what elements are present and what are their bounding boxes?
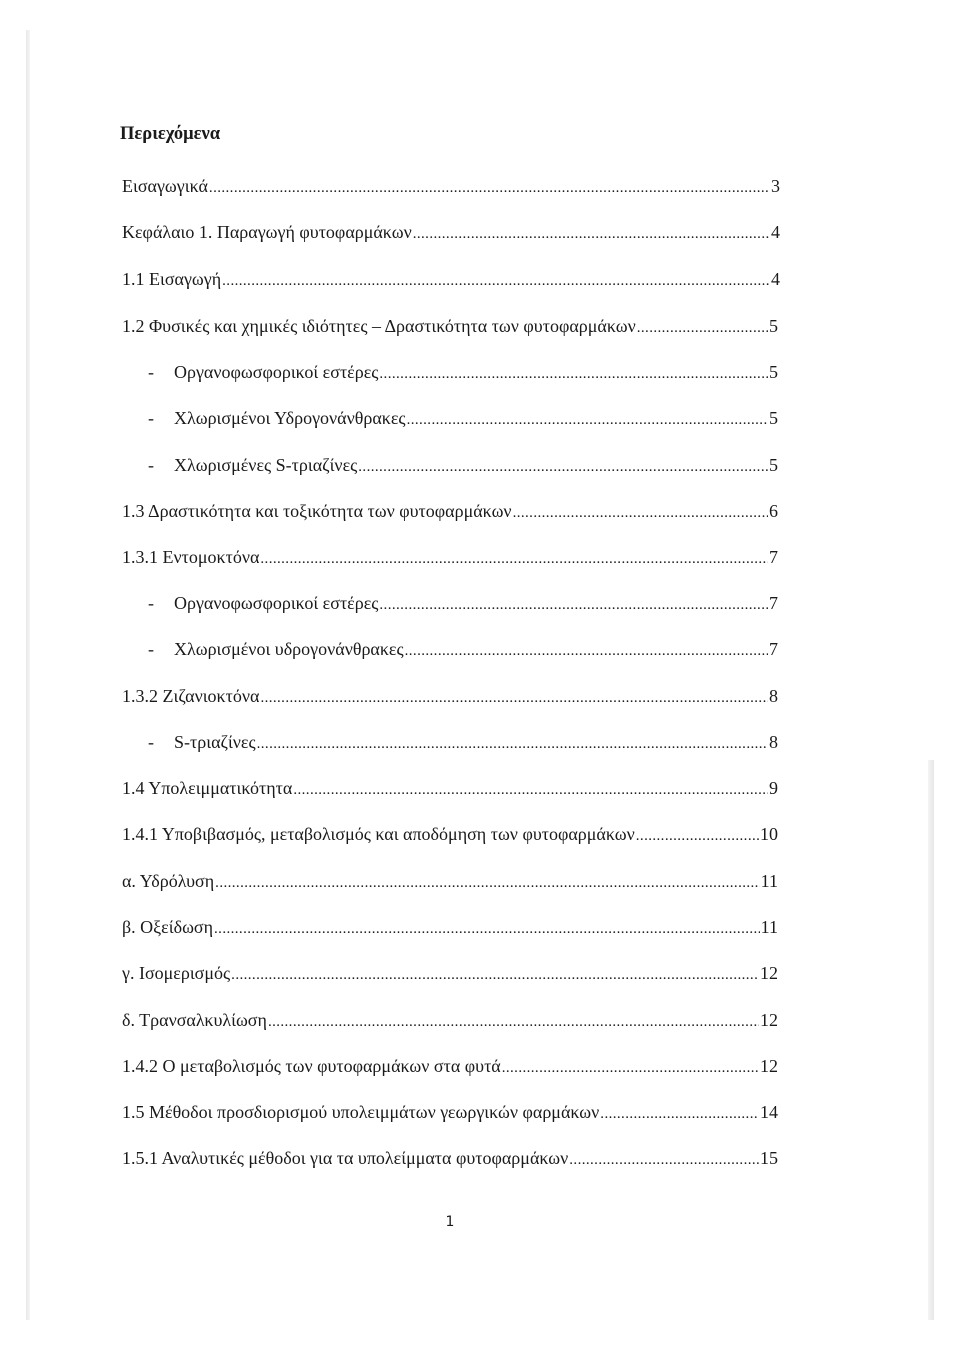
toc-leader-dots xyxy=(268,1011,759,1033)
toc-entry-title: β. Οξείδωση xyxy=(122,917,214,937)
toc-entry-page: 10 xyxy=(760,824,778,844)
toc-leader-dots xyxy=(513,502,768,524)
toc-entry-title: Κεφάλαιο 1. Παραγωγή φυτοφαρμάκων xyxy=(122,222,412,242)
toc-bullet: - xyxy=(148,455,154,475)
toc-entry-page: 8 xyxy=(769,732,778,752)
toc-entry-title: 1.4.1 Υποβιβασμός, μεταβολισμός και αποδόμηση των φυτοφαρμάκων xyxy=(122,824,635,844)
toc-entry xyxy=(148,592,778,616)
toc-entry xyxy=(122,916,778,940)
toc-entry-title: Οργανοφωσφορικοί εστέρες xyxy=(174,362,379,382)
toc-entry xyxy=(122,870,778,894)
toc-entry xyxy=(122,268,780,292)
toc-leader-dots xyxy=(231,964,759,986)
scan-edge-right xyxy=(928,760,934,1320)
toc-entry-title: 1.1 Εισαγωγή xyxy=(122,269,222,289)
toc-entry-title: S-τριαζίνες xyxy=(174,732,256,752)
toc-entry-page: 11 xyxy=(760,917,778,937)
toc-leader-dots xyxy=(502,1057,759,1079)
toc-entry xyxy=(148,731,778,755)
toc-leader-dots xyxy=(209,177,770,199)
toc-leader-dots xyxy=(257,733,768,755)
toc-leader-dots xyxy=(600,1103,759,1125)
toc-entry-page: 5 xyxy=(769,455,778,475)
toc-entry xyxy=(148,361,778,385)
scan-edge-left xyxy=(26,30,30,1320)
toc-leader-dots xyxy=(222,270,770,292)
toc-entry-title: α. Υδρόλυση xyxy=(122,871,215,891)
toc-entry-title: Χλωρισμένες S-τριαζίνες xyxy=(174,455,358,475)
toc-entry xyxy=(122,1055,778,1079)
toc-entry-title: Χλωρισμένοι Υδρογονάνθρακες xyxy=(174,408,406,428)
toc-entry-page: 5 xyxy=(769,362,778,382)
toc-entry-title: Εισαγωγικά xyxy=(122,176,208,196)
toc-leader-dots xyxy=(379,363,768,385)
toc-entry-title: 1.4 Υπολειμματικότητα xyxy=(122,778,293,798)
toc-entry-page: 12 xyxy=(760,1056,778,1076)
toc-entry xyxy=(122,175,780,199)
toc-entry-page: 9 xyxy=(769,778,778,798)
toc-entry-title: 1.2 Φυσικές και χημικές ιδιότητες – Δραστικότητα των φυτοφαρμάκων xyxy=(122,316,636,336)
toc-entry xyxy=(122,546,778,570)
toc-entry-title: 1.5.1 Αναλυτικές μέθοδοι για τα υπολείμματα φυτοφαρμάκων xyxy=(122,1148,569,1168)
toc-entry-page: 14 xyxy=(760,1102,778,1122)
toc-leader-dots xyxy=(413,223,770,245)
toc-bullet: - xyxy=(148,732,154,752)
toc-leader-dots xyxy=(260,687,768,709)
toc-entry-page: 5 xyxy=(769,408,778,428)
toc-entry xyxy=(122,777,778,801)
toc-entry-page: 8 xyxy=(769,686,778,706)
toc-entry-page: 11 xyxy=(760,871,778,891)
toc-leader-dots xyxy=(260,548,768,570)
toc-entry-title: Οργανοφωσφορικοί εστέρες xyxy=(174,593,379,613)
toc-entry-page: 7 xyxy=(769,547,778,567)
toc-entry-page: 7 xyxy=(769,593,778,613)
toc-leader-dots xyxy=(636,825,759,847)
toc-entry-title: γ. Ισομερισμός xyxy=(122,963,231,983)
toc-entry-title: 1.3 Δραστικότητα και τοξικότητα των φυτοφαρμάκων xyxy=(122,501,512,521)
toc-entry xyxy=(122,823,778,847)
toc-entry xyxy=(122,685,778,709)
toc-entry-title: δ. Τρανσαλκυλίωση xyxy=(122,1010,267,1030)
toc-entry-page: 4 xyxy=(771,222,780,242)
toc-entry-page: 7 xyxy=(769,639,778,659)
toc-bullet: - xyxy=(148,362,154,382)
toc-entry-title: Χλωρισμένοι υδρογονάνθρακες xyxy=(174,639,404,659)
toc-entry-page: 12 xyxy=(760,1010,778,1030)
toc-entry-page: 3 xyxy=(771,176,780,196)
toc-bullet: - xyxy=(148,593,154,613)
toc-entry-page: 6 xyxy=(769,501,778,521)
toc-leader-dots xyxy=(214,918,760,940)
toc-bullet: - xyxy=(148,408,154,428)
toc-entry-title: 1.3.1 Εντομοκτόνα xyxy=(122,547,260,567)
toc-entry-page: 4 xyxy=(771,269,780,289)
page-title: Περιεχόμενα xyxy=(120,124,221,144)
toc-leader-dots xyxy=(637,317,768,339)
toc-leader-dots xyxy=(358,456,768,478)
toc-entry xyxy=(122,962,778,986)
toc-entry-page: 15 xyxy=(760,1148,778,1168)
toc-leader-dots xyxy=(379,594,768,616)
toc-entry-page: 12 xyxy=(760,963,778,983)
toc-entry xyxy=(122,1009,778,1033)
toc-entry-page: 5 xyxy=(769,316,778,336)
toc-bullet: - xyxy=(148,639,154,659)
toc-entry xyxy=(122,1101,778,1125)
toc-entry xyxy=(122,1147,778,1171)
toc-leader-dots xyxy=(215,872,759,894)
toc-entry xyxy=(122,315,778,339)
toc-leader-dots xyxy=(407,409,768,431)
toc-leader-dots xyxy=(405,640,768,662)
toc-leader-dots xyxy=(293,779,768,801)
toc-leader-dots xyxy=(569,1149,759,1171)
toc-entry-title: 1.4.2 Ο μεταβολισμός των φυτοφαρμάκων στα φυτά xyxy=(122,1056,501,1076)
toc-entry-title: 1.3.2 Ζιζανιοκτόνα xyxy=(122,686,260,706)
page-number: 1 xyxy=(445,1214,455,1230)
toc-entry xyxy=(148,638,778,662)
toc-entry xyxy=(122,500,778,524)
toc-entry xyxy=(148,454,778,478)
toc-entry-title: 1.5 Μέθοδοι προσδιορισμού υπολειμμάτων γεωργικών φαρμάκων xyxy=(122,1102,600,1122)
toc-entry xyxy=(122,221,780,245)
toc-entry xyxy=(148,407,778,431)
